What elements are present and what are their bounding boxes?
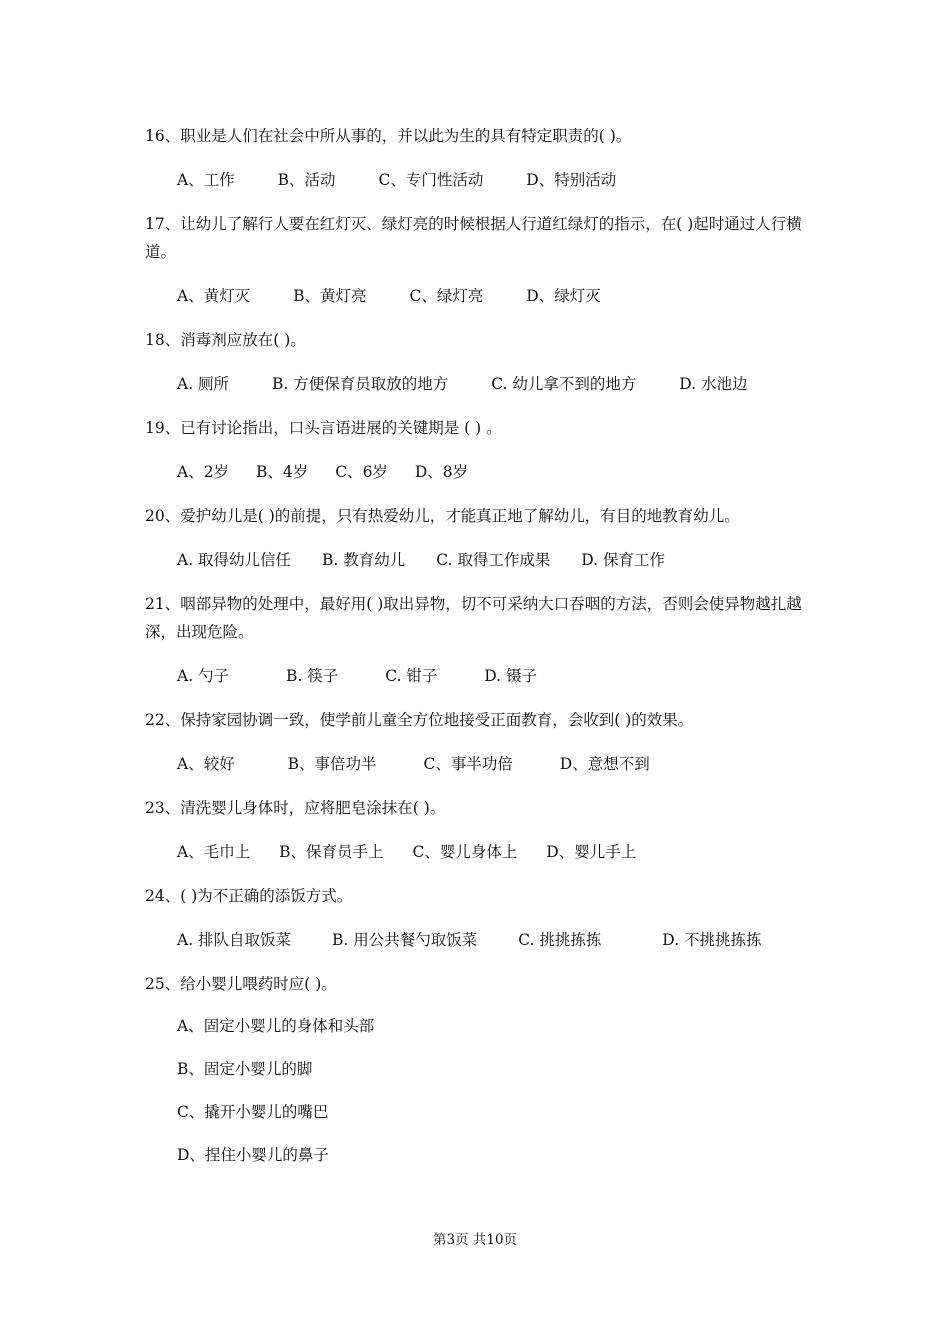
question-17: 17、让幼儿了解行人要在红灯灭、绿灯亮的时候根据人行道红绿灯的指示，在( )起时通过人行横道。 — [145, 215, 802, 261]
option: B、固定小婴儿的脚 — [177, 1060, 313, 1078]
option: B. 用公共餐勺取饭菜 — [332, 931, 478, 949]
option: B、活动 — [277, 171, 336, 189]
option: C. 幼儿拿不到的地方 — [491, 375, 637, 393]
option: B. 教育幼儿 — [322, 551, 406, 569]
question-19: 19、已有讨论指出，口头言语进展的关键期是 ( ) 。 — [145, 419, 502, 437]
option: A、固定小婴儿的身体和头部 — [177, 1017, 375, 1035]
option: B、4岁 — [256, 463, 309, 481]
option: D、意想不到 — [559, 755, 650, 773]
option: D. 不挑挑拣拣 — [662, 931, 762, 949]
options-18 — [177, 370, 810, 398]
option: D、婴儿手上 — [546, 843, 637, 861]
question-21: 21、咽部异物的处理中，最好用( )取出异物，切不可采纳大口吞咽的方法，否则会使异物越扎越深，出现危险。 — [145, 595, 802, 641]
option: D. 水池边 — [679, 375, 748, 393]
option: A、较好 — [177, 755, 235, 773]
option: A、2岁 — [177, 463, 230, 481]
option: A. 厕所 — [177, 375, 230, 393]
option: C、撬开小婴儿的嘴巴 — [177, 1103, 329, 1121]
option: D. 镊子 — [484, 667, 538, 685]
option: C、绿灯亮 — [409, 287, 484, 305]
page-footer: 第3页 共10页 — [432, 1232, 518, 1248]
option: B、黄灯亮 — [293, 287, 367, 305]
options-22 — [177, 750, 810, 778]
option: B、事倍功半 — [287, 755, 377, 773]
option: A、工作 — [177, 171, 235, 189]
option: D. 保育工作 — [581, 551, 666, 569]
question-18: 18、消毒剂应放在( )。 — [145, 331, 306, 349]
options-23 — [177, 838, 810, 866]
option: A、黄灯灭 — [177, 287, 251, 305]
option: A、毛巾上 — [177, 843, 251, 861]
option: D、特别活动 — [526, 171, 617, 189]
option: D、捏住小婴儿的鼻子 — [177, 1146, 329, 1164]
options-20 — [177, 546, 810, 574]
option: C、婴儿身体上 — [412, 843, 518, 861]
option: C、专门性活动 — [378, 171, 484, 189]
option: C. 钳子 — [385, 667, 438, 685]
options-17 — [177, 282, 810, 310]
option: B、保育员手上 — [279, 843, 384, 861]
question-25: 25、给小婴儿喂药时应( )。 — [145, 975, 337, 993]
option: A. 排队自取饭菜 — [177, 931, 292, 949]
options-19 — [177, 458, 810, 486]
options-24 — [177, 926, 810, 954]
option: C. 挑挑拣拣 — [518, 931, 602, 949]
option: C、事半功倍 — [423, 755, 513, 773]
option: D、绿灯灭 — [526, 287, 601, 305]
option: B. 方便保育员取放的地方 — [272, 375, 449, 393]
question-20: 20、爱护幼儿是( )的前提，只有热爱幼儿，才能真正地了解幼儿，有目的地教育幼儿。 — [145, 507, 740, 525]
question-23: 23、清洗婴儿身体时，应将肥皂涂抹在( )。 — [145, 799, 446, 817]
option: A. 勺子 — [177, 667, 230, 685]
question-24: 24、( )为不正确的添饭方式。 — [145, 887, 353, 905]
option: D、8岁 — [414, 463, 469, 481]
option: A. 取得幼儿信任 — [177, 551, 292, 569]
options-16 — [177, 166, 810, 194]
question-list — [145, 122, 810, 1185]
option: C. 取得工作成果 — [436, 551, 551, 569]
option: C、6岁 — [335, 463, 388, 481]
question-16: 16、职业是人们在社会中所从事的，并以此为生的具有特定职责的( )。 — [145, 127, 632, 145]
question-22: 22、保持家园协调一致，使学前儿童全方位地接受正面教育，会收到( )的效果。 — [145, 711, 694, 729]
option: B. 筷子 — [286, 667, 339, 685]
options-21 — [177, 662, 810, 690]
options-25 — [177, 1012, 810, 1169]
